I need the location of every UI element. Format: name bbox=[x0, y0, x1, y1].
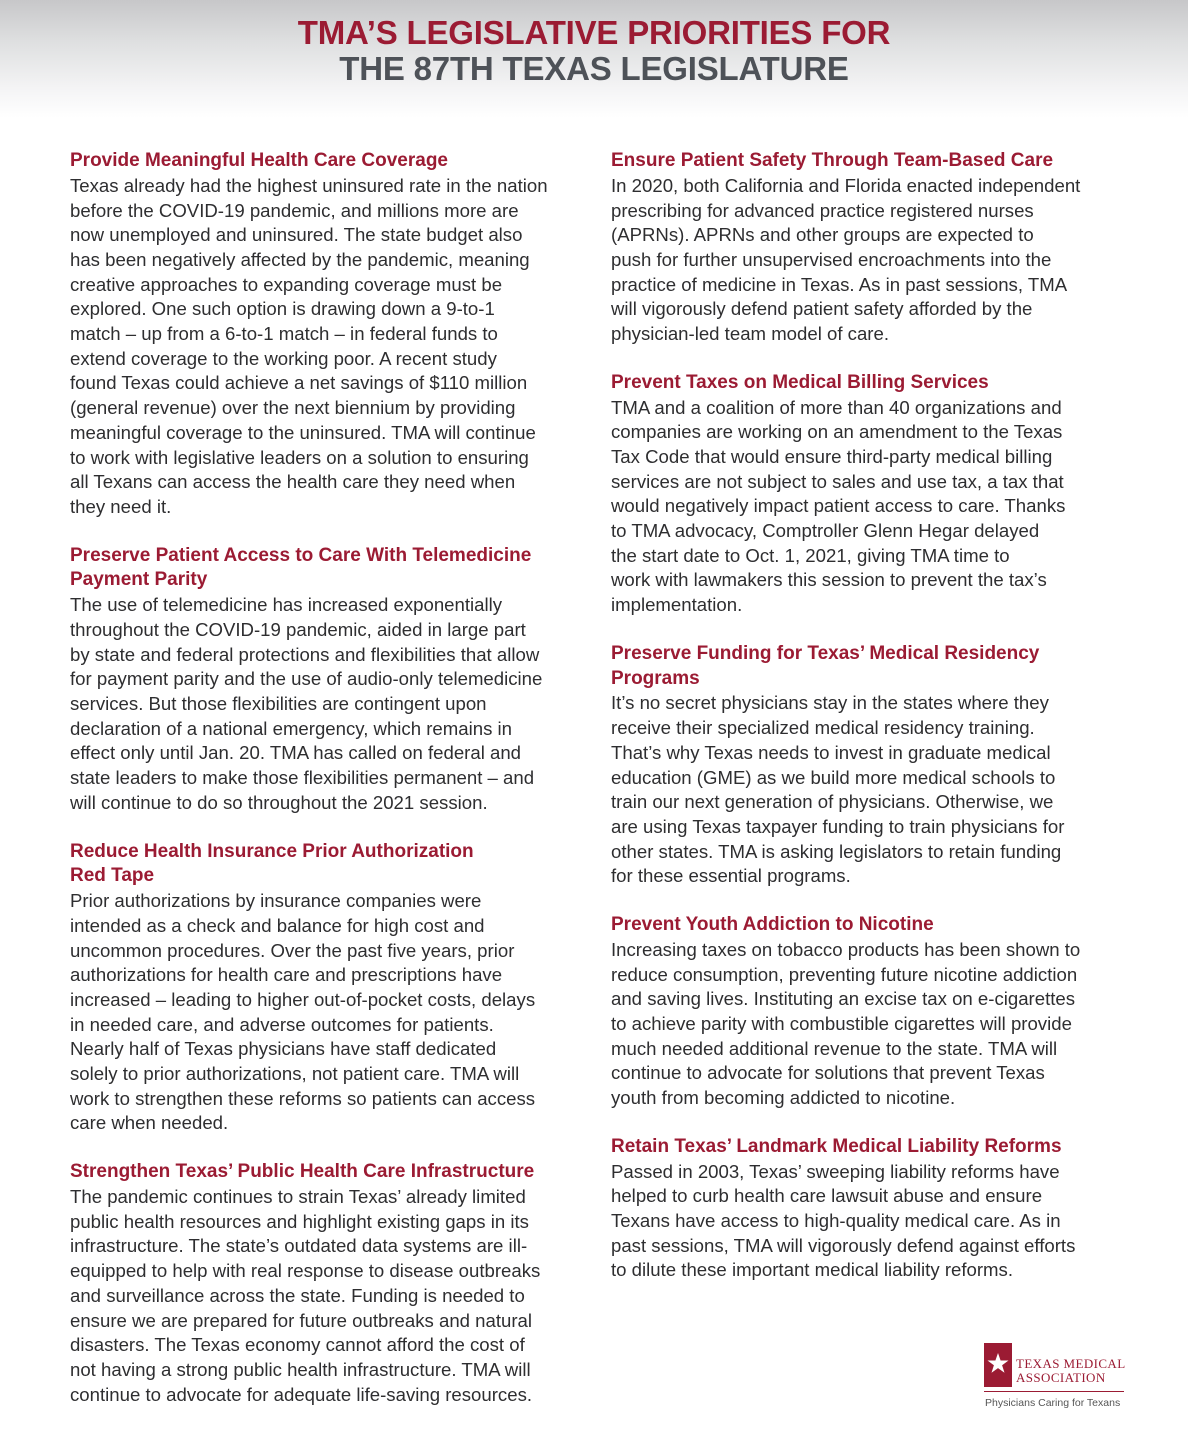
section-body-line: effect only until Jan. 20. TMA has called on federal and bbox=[70, 742, 522, 764]
section-heading bbox=[611, 642, 1121, 692]
section-body-line: Increasing taxes on tobacco products has been shown to bbox=[611, 938, 1081, 960]
section-heading bbox=[611, 913, 1121, 938]
section-heading bbox=[70, 1160, 582, 1185]
section-heading bbox=[611, 1135, 1121, 1160]
section-body-line: ensure we are prepared for future outbreaks and natural bbox=[70, 1309, 533, 1331]
priority-section bbox=[611, 1135, 1121, 1283]
priority-section bbox=[611, 642, 1121, 889]
section-body-line: helped to curb health care lawsuit abuse and ensure bbox=[611, 1185, 1043, 1207]
page-title-line-2: THE 87TH TEXAS LEGISLATURE bbox=[339, 50, 849, 87]
section-body-line: (APRNs). APRNs and other groups are expected to bbox=[611, 224, 1034, 246]
section-body bbox=[611, 1160, 1121, 1284]
section-body-line: throughout the COVID-19 pandemic, aided in large part bbox=[70, 618, 526, 640]
section-body-line: The pandemic continues to strain Texas’ already limited bbox=[70, 1185, 526, 1207]
section-heading-line: Red Tape bbox=[70, 865, 155, 887]
section-body-line: increased – leading to higher out-of-pocket costs, delays bbox=[70, 988, 536, 1010]
section-body-line: physician-led team model of care. bbox=[611, 323, 890, 345]
section-body bbox=[70, 593, 582, 815]
section-heading-line: Ensure Patient Safety Through Team-Based Care bbox=[611, 150, 1054, 171]
section-body bbox=[611, 938, 1121, 1111]
logo-text-line-1: TEXAS MEDICAL bbox=[1016, 1356, 1126, 1371]
right-column bbox=[611, 149, 1121, 1307]
section-body-line: are using Texas taxpayer funding to train physicians for bbox=[611, 815, 1065, 837]
section-body-line: for payment parity and the use of audio-only telemedicine bbox=[70, 668, 543, 690]
section-body-line: they need it. bbox=[70, 495, 172, 517]
section-heading-line: Programs bbox=[611, 667, 700, 689]
section-body-line: match – up from a 6-to-1 match – in federal funds to bbox=[70, 323, 498, 345]
section-body-line: receive their specialized medical residency training. bbox=[611, 717, 1035, 739]
section-body-line: prescribing for advanced practice registered nurses bbox=[611, 199, 1034, 221]
section-body-line: all Texans can access the health care they need when bbox=[70, 471, 516, 493]
section-body-line: The use of telemedicine has increased exponentially bbox=[70, 594, 503, 616]
priority-section bbox=[70, 840, 582, 1137]
logo-divider bbox=[984, 1391, 1124, 1392]
section-body-line: That’s why Texas needs to invest in graduate medical bbox=[611, 741, 1051, 763]
section-body-line: continue to advocate for solutions that prevent Texas bbox=[611, 1062, 1045, 1084]
section-body-line: practice of medicine in Texas. As in past sessions, TMA bbox=[611, 273, 1068, 295]
section-body-line: authorizations for health care and prescriptions have bbox=[70, 964, 503, 986]
section-body-line: train our next generation of physicians. Otherwise, we bbox=[611, 791, 1054, 813]
section-heading-line: Prevent Taxes on Medical Billing Services bbox=[611, 371, 989, 393]
section-body-line: Tax Code that would ensure third-party medical billing bbox=[611, 445, 1053, 467]
section-body-line: Passed in 2003, Texas’ sweeping liability reforms have bbox=[611, 1160, 1060, 1182]
section-heading-line: Strengthen Texas’ Public Health Care Infrastructure bbox=[70, 1161, 535, 1183]
section-body-line: to TMA advocacy, Comptroller Glenn Hegar delayed bbox=[611, 520, 1040, 542]
section-heading bbox=[70, 544, 582, 594]
section-body-line: the start date to Oct. 1, 2021, giving TMA time to bbox=[611, 544, 1010, 566]
section-body-line: much needed additional revenue to the state. TMA will bbox=[611, 1037, 1058, 1059]
tma-star-mark-icon bbox=[984, 1343, 1012, 1387]
section-heading-line: Preserve Funding for Texas’ Medical Residency bbox=[611, 642, 1040, 664]
section-heading-line: Provide Meaningful Health Care Coverage bbox=[70, 150, 448, 171]
section-body-line: creative approaches to expanding coverage must be bbox=[70, 273, 503, 295]
section-body-line: meaningful coverage to the uninsured. TMA will continue bbox=[70, 421, 536, 443]
section-body-line: public health resources and highlight existing gaps in its bbox=[70, 1210, 529, 1232]
section-body bbox=[611, 396, 1121, 618]
section-body-line: work with lawmakers this session to prevent the tax’s bbox=[611, 569, 1047, 591]
priority-section bbox=[70, 149, 582, 520]
section-body-line: state leaders to make those flexibilities permanent – and bbox=[70, 767, 535, 789]
section-body bbox=[611, 174, 1121, 347]
section-body-line: push for further unsupervised encroachments into the bbox=[611, 248, 1052, 270]
section-body-line: to achieve parity with combustible cigarettes will provide bbox=[611, 1012, 1072, 1034]
section-heading-line: Reduce Health Insurance Prior Authorization bbox=[70, 840, 474, 862]
section-body-line: for these essential programs. bbox=[611, 865, 851, 887]
section-body-line: to work with legislative leaders on a solution to ensuring bbox=[70, 446, 529, 468]
section-body-line: solely to prior authorizations, not patient care. TMA will bbox=[70, 1063, 520, 1085]
section-body-line: found Texas could achieve a net savings of $110 million bbox=[70, 372, 528, 394]
section-body-line: education (GME) as we build more medical schools to bbox=[611, 766, 1056, 788]
section-body bbox=[70, 174, 582, 520]
section-heading-line: Payment Parity bbox=[70, 569, 208, 591]
section-body-line: continue to advocate for adequate life-saving resources. bbox=[70, 1383, 533, 1405]
priority-section bbox=[70, 544, 582, 816]
section-body-line: in needed care, and adverse outcomes for patients. bbox=[70, 1013, 494, 1035]
section-heading bbox=[611, 371, 1121, 396]
section-body-line: has been negatively affected by the pandemic, meaning bbox=[70, 248, 530, 270]
section-heading-line: Retain Texas’ Landmark Medical Liability Reforms bbox=[611, 1135, 1062, 1157]
section-body-line: and saving lives. Instituting an excise tax on e-cigarettes bbox=[611, 988, 1076, 1010]
section-body-line: and surveillance across the state. Funding is needed to bbox=[70, 1284, 525, 1306]
priority-section bbox=[611, 913, 1121, 1111]
section-body-line: disasters. The Texas economy cannot afford the cost of bbox=[70, 1334, 525, 1356]
priority-section bbox=[611, 149, 1121, 347]
section-body-line: Texas already had the highest uninsured rate in the nation bbox=[70, 174, 548, 196]
section-body-line: Texans have access to high-quality medical care. As in bbox=[611, 1209, 1061, 1231]
section-body-line: extend coverage to the working poor. A recent study bbox=[70, 347, 497, 369]
left-column bbox=[70, 149, 582, 1431]
section-body-line: work to strengthen these reforms so patients can access bbox=[70, 1087, 536, 1109]
section-body-line: In 2020, both California and Florida enacted independent bbox=[611, 174, 1081, 196]
section-heading bbox=[611, 149, 1121, 174]
section-body-line: care when needed. bbox=[70, 1112, 229, 1134]
section-heading-line: Preserve Patient Access to Care With Telemedicine bbox=[70, 544, 532, 566]
section-body-line: not having a strong public health infrastructure. TMA will bbox=[70, 1358, 531, 1380]
priority-section bbox=[611, 371, 1121, 618]
section-body-line: explored. One such option is drawing down a 9-to-1 bbox=[70, 298, 495, 320]
section-body-line: will vigorously defend patient safety afforded by the bbox=[611, 298, 1033, 320]
section-body bbox=[70, 1185, 582, 1407]
page-title-line-1: TMA’S LEGISLATIVE PRIORITIES FOR bbox=[297, 14, 891, 51]
section-body-line: before the COVID-19 pandemic, and millions more are bbox=[70, 199, 519, 221]
logo-tagline: Physicians Caring for Texans bbox=[985, 1397, 1121, 1409]
section-body-line: declaration of a national emergency, which remains in bbox=[70, 717, 513, 739]
section-body-line: reduce consumption, preventing future nicotine addiction bbox=[611, 963, 1078, 985]
section-body-line: now unemployed and uninsured. The state budget also bbox=[70, 224, 523, 246]
section-heading bbox=[70, 840, 582, 890]
section-body-line: It’s no secret physicians stay in the states where they bbox=[611, 692, 1049, 714]
section-body-line: uncommon procedures. Over the past five years, prior bbox=[70, 939, 515, 961]
section-body-line: companies are working on an amendment to the Texas bbox=[611, 421, 1063, 443]
section-body-line: would negatively impact patient access to care. Thanks bbox=[611, 495, 1066, 517]
section-body-line: Prior authorizations by insurance companies were bbox=[70, 890, 482, 912]
section-body-line: other states. TMA is asking legislators to retain funding bbox=[611, 840, 1062, 862]
section-body-line: past sessions, TMA will vigorously defend against efforts bbox=[611, 1234, 1076, 1256]
section-body-line: TMA and a coalition of more than 40 organizations and bbox=[611, 396, 1062, 418]
section-body-line: to dilute these important medical liability reforms. bbox=[611, 1259, 1013, 1281]
section-body-line: will continue to do so throughout the 2021 session. bbox=[70, 791, 488, 813]
section-body bbox=[611, 691, 1121, 889]
section-body-line: by state and federal protections and flexibilities that allow bbox=[70, 643, 540, 665]
section-heading-line: Prevent Youth Addiction to Nicotine bbox=[611, 914, 934, 936]
section-body-line: Nearly half of Texas physicians have staff dedicated bbox=[70, 1038, 497, 1060]
section-body-line: youth from becoming addicted to nicotine. bbox=[611, 1087, 956, 1109]
priority-section bbox=[70, 1160, 582, 1407]
section-body-line: (general revenue) over the next biennium by providing bbox=[70, 397, 516, 419]
logo-text-line-2: ASSOCIATION bbox=[1016, 1370, 1106, 1385]
section-body-line: implementation. bbox=[611, 594, 743, 616]
section-body-line: services are not subject to sales and use tax, a tax that bbox=[611, 470, 1064, 492]
section-body-line: infrastructure. The state’s outdated data systems are ill- bbox=[70, 1235, 528, 1257]
section-body-line: intended as a check and balance for high cost and bbox=[70, 914, 485, 936]
section-body-line: services. But those flexibilities are contingent upon bbox=[70, 693, 487, 715]
section-body-line: equipped to help with real response to disease outbreaks bbox=[70, 1260, 541, 1282]
tma-logo bbox=[984, 1339, 1124, 1419]
section-heading bbox=[70, 149, 582, 174]
section-body bbox=[70, 889, 582, 1136]
